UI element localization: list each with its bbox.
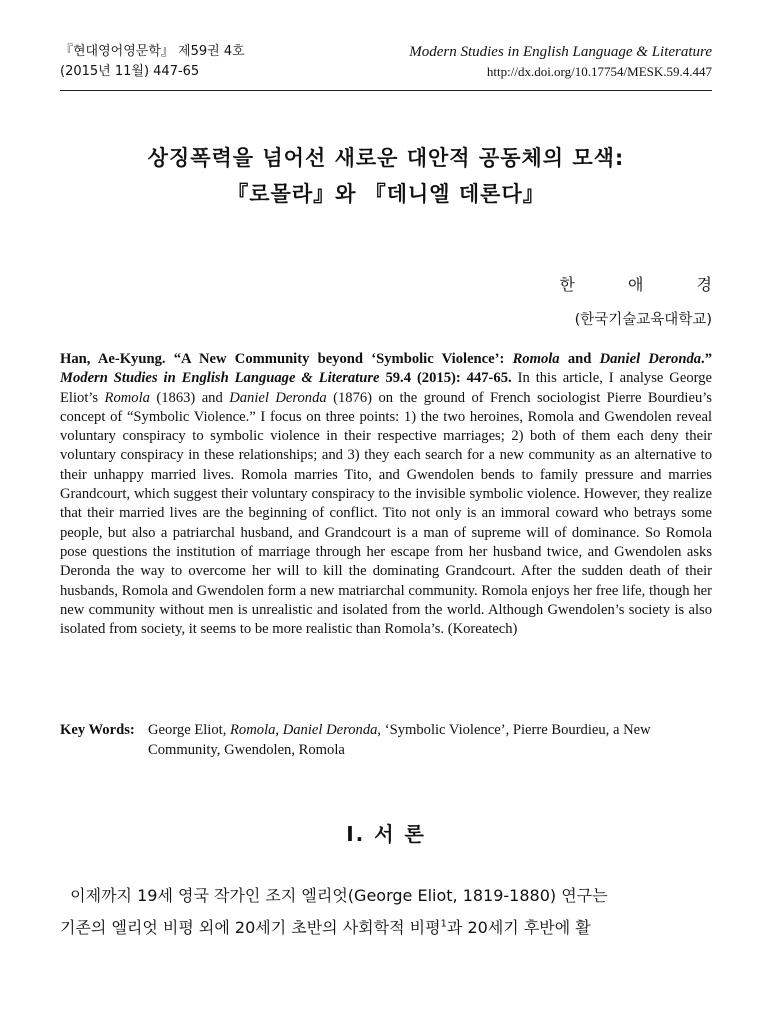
abstract-text-a: In this article, I analyse George Eliot’s xyxy=(60,370,712,406)
abstract xyxy=(60,350,712,639)
abstract-text-c: (1876) on the ground of French sociologist Pierre Bourdieu’s concept of “Symbolic Violence.” I focus on three points: 1) the two heroines, Romola and Gwendolen reveal voluntary conspiracy to symbolic violence in their respective marriages; 2) both of them each deny their voluntary conspiracy in these relationships; and 3) they each search for a new community as an alternative to their unhappy married lives. Romola marries Tito, and Gwendolen bends to family pressure and marries Grandcourt, which suggest their voluntary conspiracy to the invisible symbolic violence. However, they realize that their married lives are the beginning of conflict. Tito not only is an immoral coward who betrays some people, but also a patriarchal husband, and Grandcourt is a man of supreme will of dominance. So Romola pose questions the institution of marriage through her escape from her husband twice, and Gwendolen asks Deronda the way to overcome her will to kill the dominating Grandcourt. After the sudden death of their husbands, Romola and Gwendolen form a new matriarchal community. Romola enjoys her free life, though her new community without men is unrealistic and isolated from the world. Although Gwendolen’s society is also isolated from society, it seems to be more realistic than Romola’s. (Koreatech) xyxy=(60,389,712,638)
abstract-daniel-deronda: Daniel Deronda xyxy=(229,389,327,406)
date-pages-line: (2015년 11월) 447-65 xyxy=(60,64,200,79)
author-affiliation: (한국기술교육대학교) xyxy=(574,312,712,328)
keyword-romola: Romola, xyxy=(230,722,283,738)
section-heading: I. 서 론 xyxy=(346,822,426,846)
keyword-daniel-deronda: Daniel Deronda, xyxy=(282,722,382,738)
title-line-2: 『로몰라』와 『데니엘 데론다』 xyxy=(227,182,545,206)
body-line-1 xyxy=(60,880,712,912)
keyword-eliot: George Eliot, xyxy=(148,722,231,738)
running-header xyxy=(60,42,712,92)
citation-romola: Romola xyxy=(512,351,560,367)
abstract-text-b: (1863) and xyxy=(149,389,230,406)
doi-link[interactable]: http://dx.doi.org/10.17754/MESK.59.4.447 xyxy=(486,64,712,79)
citation-and: and xyxy=(559,351,600,367)
keyword-rest: ‘Symbolic Violence’, Pierre Bourdieu, a New Community, Gwendolen, Romola xyxy=(148,722,651,758)
issue-line: 『현대영어영문학』 제59권 4호 xyxy=(60,44,245,59)
citation-close: .” xyxy=(701,351,712,367)
abstract-romola: Romola xyxy=(104,389,150,406)
header-divider xyxy=(60,90,712,91)
author-name: 한 애 경 xyxy=(559,275,736,294)
body-paragraph xyxy=(60,880,712,944)
journal-issue-info xyxy=(60,42,245,82)
footnote-ref[interactable]: 1 xyxy=(440,918,447,930)
keywords-list xyxy=(148,720,712,760)
body-line-2-text-a: 기존의 엘리엇 비평 외에 20세기 초반의 사회학적 비평 xyxy=(60,918,441,937)
body-line-2 xyxy=(60,912,712,944)
citation-author-title: Han, Ae-Kyung. “A New Community beyond ‘Symbolic Violence’: xyxy=(60,351,513,367)
body-line-2-text-b: 과 20세기 후반에 활 xyxy=(446,918,591,937)
keywords-label: Key Words: xyxy=(60,722,135,738)
body-line-1-text: 이제까지 19세 영국 작가인 조지 엘리엇(George Eliot, 1819-1880) 연구는 xyxy=(70,886,608,905)
citation-volume: 59.4 (2015): 447-65. xyxy=(379,370,512,387)
journal-info xyxy=(409,42,712,82)
citation-daniel-deronda: Daniel Deronda xyxy=(599,351,702,367)
title-line-1: 상징폭력을 넘어선 새로운 대안적 공동체의 모색: xyxy=(147,146,625,170)
paper-title xyxy=(60,140,712,212)
journal-title: Modern Studies in English Language & Literature xyxy=(409,44,712,60)
citation-journal: Modern Studies in English Language & Literature xyxy=(60,370,380,387)
